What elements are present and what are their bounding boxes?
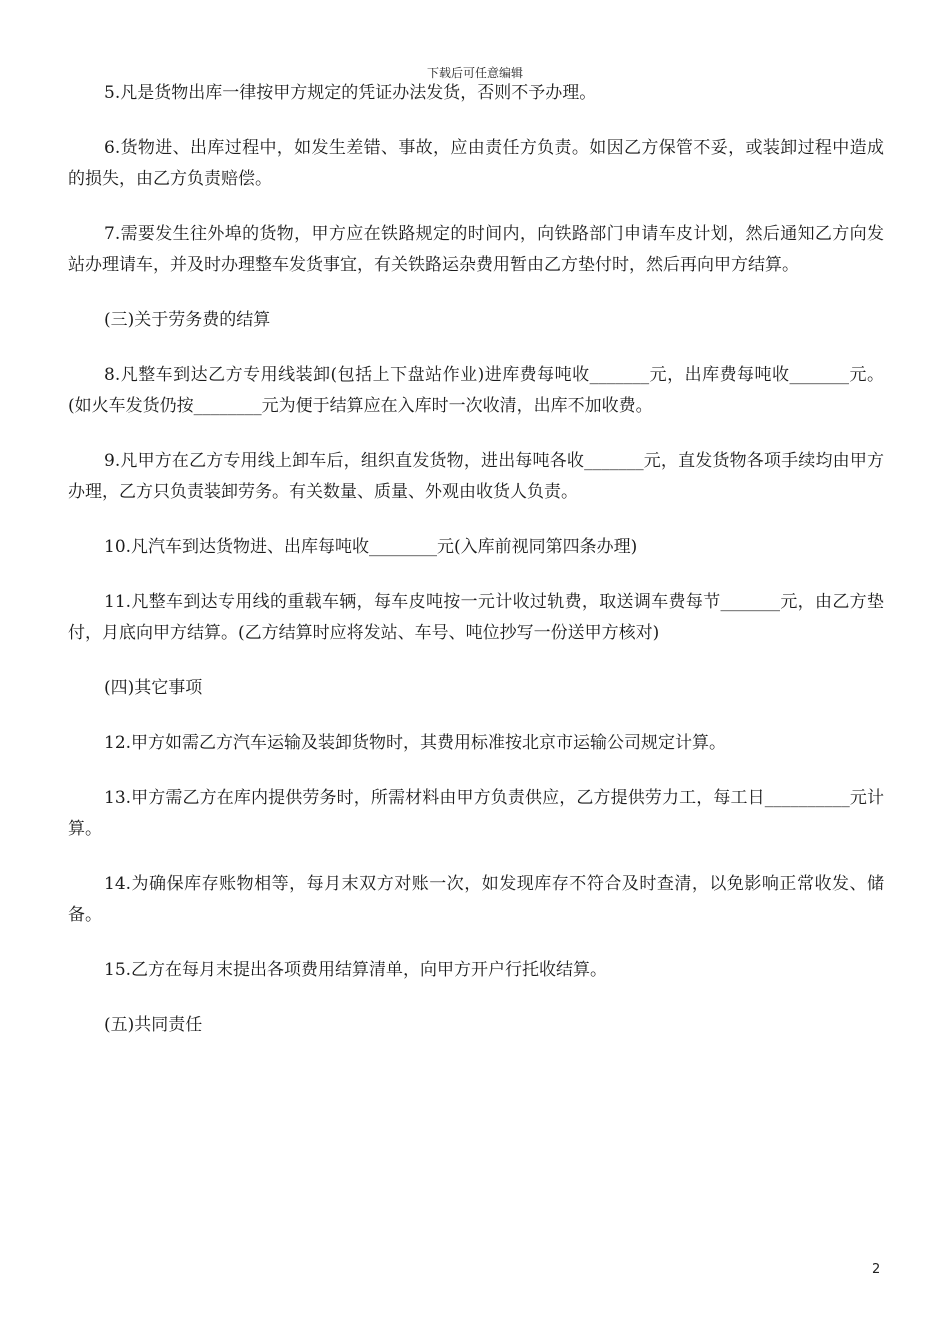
clause-10: 10.凡汽车到达货物进、出库每吨收________元(入库前视同第四条办理) [104,537,638,557]
header-note: 下载后可任意编辑 [426,66,523,80]
section-heading-4: (四)其它事项 [104,678,203,698]
clause-15: 15.乙方在每月末提出各项费用结算清单，向甲方开户行托收结算。 [104,960,608,980]
clause-9: 9.凡甲方在乙方专用线上卸车后，组织直发货物，进出每吨各收_______元，直发货物各项手续均由甲方办理，乙方只负责装卸劳务。有关数量、质量、外观由收货人负责。 [68,451,884,502]
document-body [68,78,884,1065]
clause-13: 13.甲方需乙方在库内提供劳务时，所需材料由甲方负责供应，乙方提供劳力工，每工日__________元计算。 [68,788,884,839]
clause-12: 12.甲方如需乙方汽车运输及装卸货物时，其费用标准按北京市运输公司规定计算。 [104,733,727,753]
clause-14: 14.为确保库存账物相等，每月末双方对账一次，如发现库存不符合及时查清，以免影响正常收发、储备。 [68,874,884,925]
clause-8: 8.凡整车到达乙方专用线装卸(包括上下盘站作业)进库费每吨收_______元，出库费每吨收_______元。(如火车发货仍按________元为便于结算应在入库时一次收清，出库不加收费。 [68,365,884,416]
clause-11: 11.凡整车到达专用线的重载车辆，每车皮吨按一元计收过轨费，取送调车费每节_______元，由乙方垫付，月底向甲方结算。(乙方结算时应将发站、车号、吨位抄写一份送甲方核对) [68,592,884,643]
section-heading-3: (三)关于劳务费的结算 [104,310,271,330]
page-number: 2 [872,1262,881,1277]
section-heading-5: (五)共同责任 [104,1015,203,1035]
clause-6: 6.货物进、出库过程中，如发生差错、事故，应由责任方负责。如因乙方保管不妥，或装卸过程中造成的损失，由乙方负责赔偿。 [68,138,884,189]
clause-5: 5.凡是货物出库一律按甲方规定的凭证办法发货，否则不予办理。 [104,83,597,103]
clause-7: 7.需要发生往外埠的货物，甲方应在铁路规定的时间内，向铁路部门申请车皮计划，然后通知乙方向发站办理请车，并及时办理整车发货事宜，有关铁路运杂费用暂由乙方垫付时，然后再向甲方结算。 [68,224,884,275]
